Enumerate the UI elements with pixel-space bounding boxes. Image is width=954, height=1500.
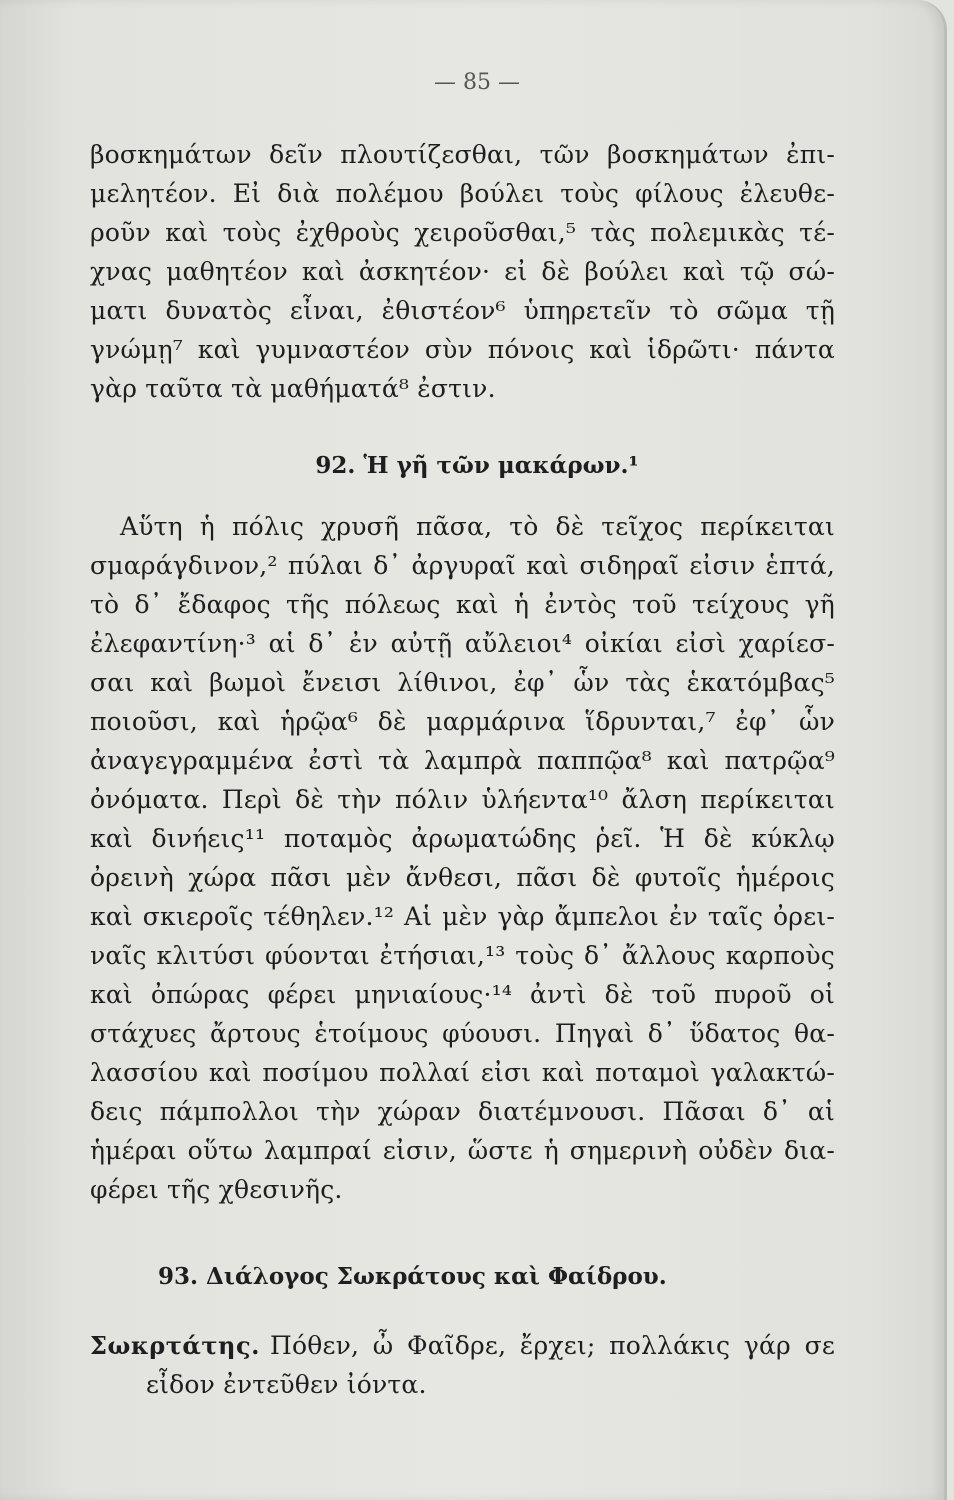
text-line: γνώμῃ⁷ καὶ γυμναστέον σὺν πόνοις καὶ ἱδρῶτι· πάντα bbox=[90, 335, 835, 364]
speaker-name: Σωκρτάτης. bbox=[90, 1331, 260, 1360]
section-93-title: 93. Διάλογος Σωκράτους καὶ Φαίδρου. bbox=[158, 1263, 667, 1290]
text-line: χνας μαθητέον καὶ ἀσκητέον· εἰ δὲ βούλει καὶ τῷ σώ- bbox=[90, 257, 835, 286]
text-line: ὀνόματα. Περὶ δὲ τὴν πόλιν ὑλήεντα¹⁰ ἄλση περίκειται bbox=[90, 785, 835, 814]
text-line: στάχυες ἄρτους ἑτοίμους φύουσι. Πηγαὶ δ᾽ ὕδατος θα- bbox=[90, 1019, 835, 1048]
text-line: λασσίου καὶ ποσίμου πολλαί εἰσι καὶ ποταμοὶ γαλακτώ- bbox=[90, 1058, 835, 1087]
text-line: φέρει τῆς χθεσινῆς. bbox=[90, 1175, 343, 1204]
text-line: καὶ σκιεροῖς τέθηλεν.¹² Αἱ μὲν γὰρ ἄμπελοι ἐν ταῖς ὀρει- bbox=[90, 902, 835, 931]
text-line: σαι καὶ βωμοὶ ἔνεισι λίθινοι, ἐφ᾽ ὧν τὰς ἑκατόμβας⁵ bbox=[90, 668, 835, 697]
text-line: Αὕτη ἡ πόλις χρυσῆ πᾶσα, τὸ δὲ τεῖχος περίκειται bbox=[120, 512, 835, 541]
text-line: καὶ ὀπώρας φέρει μηνιαίους·¹⁴ ἀντὶ δὲ τοῦ πυροῦ οἱ bbox=[90, 980, 835, 1009]
dialogue bbox=[90, 1326, 835, 1404]
dialogue-text: Πόθεν, ὦ Φαῖδρε, ἔρχει; πολλάκις γάρ σε bbox=[269, 1331, 835, 1360]
text-line: ἀναγεγραμμένα ἐστὶ τὰ λαμπρὰ παππῷα⁸ καὶ πατρῷα⁹ bbox=[90, 746, 835, 775]
text-line: ἡμέραι οὕτω λαμπραί εἰσιν, ὥστε ἡ σημερινὴ οὐδὲν δια- bbox=[90, 1136, 835, 1165]
text-line: δεις πάμπολλοι τὴν χώραν διατέμνουσι. Πᾶσαι δ᾽ αἱ bbox=[90, 1097, 835, 1126]
text-line: μελητέον. Εἰ διὰ πολέμου βούλει τοὺς φίλους ἐλευθε- bbox=[90, 179, 835, 208]
text-line: ποιοῦσι, καὶ ἡρῷα⁶ δὲ μαρμάρινα ἵδρυνται,⁷ ἐφ᾽ ὧν bbox=[90, 707, 835, 736]
text-line: ὀρεινὴ χώρα πᾶσι μὲν ἄνθεσι, πᾶσι δὲ φυτοῖς ἡμέροις bbox=[90, 863, 835, 892]
text-line: σμαράγδινον,² πύλαι δ᾽ ἀργυραῖ καὶ σιδηραῖ εἰσιν ἑπτά, bbox=[90, 551, 835, 580]
text-line: καὶ δινήεις¹¹ ποταμὸς ἀρωματώδης ῥεῖ. Ἡ δὲ κύκλῳ bbox=[90, 824, 835, 853]
dialogue-line: εἶδον ἐντεῦθεν ἰόντα. bbox=[146, 1370, 427, 1399]
dialogue-line bbox=[90, 1326, 835, 1365]
text-line: ροῦν καὶ τοὺς ἐχθροὺς χειροῦσθαι,⁵ τὰς πολεμικὰς τέ- bbox=[90, 218, 835, 247]
text-line: βοσκημάτων δεῖν πλουτίζεσθαι, τῶν βοσκημάτων ἐπι- bbox=[90, 140, 835, 169]
page-number: — 85 — bbox=[434, 70, 520, 95]
text-line: γὰρ ταῦτα τὰ μαθήματά⁸ ἐστιν. bbox=[90, 374, 496, 403]
text-line: ἐλεφαντίνη·³ αἱ δ᾽ ἐν αὐτῇ αὔλειοι⁴ οἰκίαι εἰσὶ χαρίεσ- bbox=[90, 629, 835, 658]
section-92-title: 92. Ἡ γῆ τῶν μακάρων.¹ bbox=[315, 452, 639, 479]
paragraph-2 bbox=[90, 507, 835, 1209]
paragraph-1 bbox=[90, 135, 835, 408]
text-line: ναῖς κλιτύσι φύονται ἐτήσιαι,¹³ τοὺς δ᾽ ἄλλους καρποὺς bbox=[90, 941, 835, 970]
text-line: τὸ δ᾽ ἔδαφος τῆς πόλεως καὶ ἡ ἐντὸς τοῦ τείχους γῆ bbox=[90, 590, 835, 619]
text-line: ματι δυνατὸς εἶναι, ἐθιστέον⁶ ὑπηρετεῖν τὸ σῶμα τῇ bbox=[90, 296, 835, 325]
